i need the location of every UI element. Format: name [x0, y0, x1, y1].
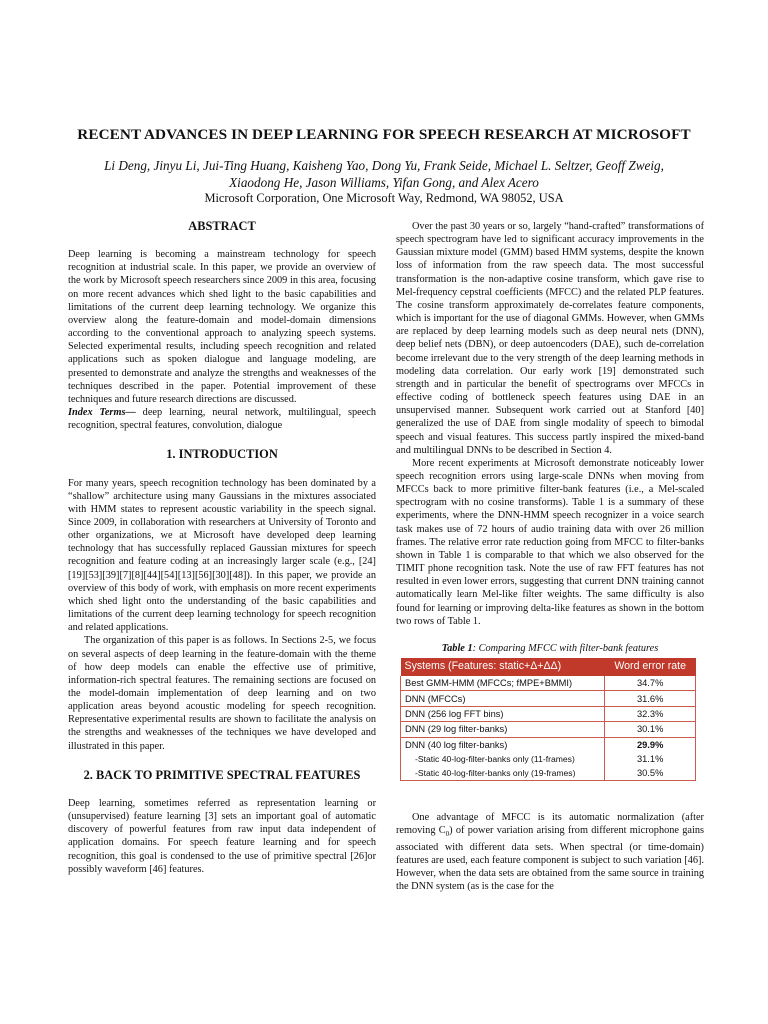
right-paragraph-3-part-b: ) of power variation arising from different microphone gains associated with different data sets. When spectral (or time-domain) features are used, each feature component is subject to such variation [46]. However, when the data sets are obtained from the same source in training the DNN system (as is the case for the: [396, 824, 704, 893]
intro-paragraph-1: For many years, speech recognition technology has been dominated by a “shallow” architecture using many Gaussians in the mixtures associated with HMM states to represent acoustic variability in the speech signal. Since 2009, in collaboration with researchers at University of Toronto and other organizations, we at Microsoft have developed deep learning technology that has successfully replaced Gaussian mixtures for speech recognition and feature coding at an increasingly larger scale (e.g., [24][19][53][39][7][8][44][54][13][56][30][48]). In this paper, we provide an overview of this body of work, with emphasis on more recent experiments which shed light onto the understanding of the basic capabilities and limitations of the current deep learning technology for speech recognition and related applications.: [68, 477, 376, 634]
table-1-label: Table 1: [441, 642, 473, 654]
section-2-heading: 2. BACK TO PRIMITIVE SPECTRAL FEATURES: [83, 767, 361, 782]
left-column: [68, 220, 376, 876]
table-row: [401, 722, 696, 737]
table-row: [401, 737, 696, 752]
index-terms: [68, 406, 376, 432]
abstract-heading: ABSTRACT: [188, 219, 256, 233]
table-1: [400, 658, 696, 781]
right-paragraph-3: [396, 811, 704, 894]
wer-cell: 34.7%: [605, 676, 696, 691]
wer-cell: 30.5%: [605, 766, 696, 781]
wer-cell: 30.1%: [605, 722, 696, 737]
section-2-paragraph-1: Deep learning, sometimes referred as representation learning or (unsupervised) feature learning [3] sets an important goal of automatic discovery of powerful features from raw input data independent of application domains. For speech feature learning and for speech recognition, this goal is condensed to the use of primitive spectral [26]or possibly waveform [46] features.: [68, 797, 376, 875]
right-paragraph-1: Over the past 30 years or so, largely “hand-crafted” transformations of speech spectrogram have led to significant accuracy improvements in the Gaussian mixture model (GMM) based HMM systems, despite the known loss of information from the raw speech data. The most successful transformation is the non-adaptive cosine transform, which gave rise to Mel-frequency cepstral coefficients (MFCC) and the related PLP features. The cosine transform approximately de-correlates feature components, which is important for the use of diagonal GMMs. However, when GMMs are replaced by deep learning models such as deep neural nets (DNN), deep belief nets (DBN), or deep autoencoders (DAE), such de-correlation become irrelevant due to the very strength of the deep learning methods in modeling data correlation. Our early work [19] demonstrated such strength and in particular the benefit of spectrograms over MFCCs in effective coding of bottleneck speech features using DAE in an unsupervised manner. Subsequent work carried out at Stanford [40] generalized the use of DAE from single modality of speech to bimodal speech and visual features. This success partly inspired the mixed-band and multilingual DNNs to be described in Section 4.: [396, 221, 704, 456]
intro-paragraph-2: The organization of this paper is as follows. In Sections 2-5, we focus on several aspects of deep learning in the feature-domain with the theme of how deep models can enable the effective use of primitive, information-rich spectral features. The remaining sections are focused on the model-domain implementation of deep learning and on two application areas beyond acoustic modeling for speech recognition. Representative experimental results are shown to facilitate the analysis on the strengths and weaknesses of the techniques we have developed and illustrated in this paper.: [68, 635, 376, 752]
system-cell: DNN (40 log filter-banks): [401, 737, 605, 752]
index-terms-label: Index Terms—: [68, 407, 136, 419]
system-cell: DNN (256 log FFT bins): [401, 706, 605, 721]
table-row: [401, 752, 696, 766]
wer-cell: 31.1%: [605, 752, 696, 766]
table-row: [401, 691, 696, 706]
affiliation: Microsoft Corporation, One Microsoft Way, Redmond, WA 98052, USA: [204, 191, 564, 205]
right-paragraph-2: More recent experiments at Microsoft demonstrate noticeably lower speech recognition errors using large-scale DNNs when moving from MFCCs back to more primitive filter-bank features (i.e., a Mel-scaled spectrogram with no cosine transforms). Table 1 is a summary of these experiments, where the DNN-HMM speech recognizer in a voice search task makes use of 72 hours of audio training data with over 26 million frames. The relative error rate reduction going from MFCC to filter-banks shown in Table 1 is comparable to that which we also observed for the TIMIT phone recognition task. Note the use of raw FFT features has not resulted in even lower errors, suggesting that current DNN training cannot automatically learn Mel-like filter weights. The same difficulty is also found for learning or improving delta-like features as shown in the bottom two rows of Table 1.: [396, 457, 704, 627]
right-column: [396, 220, 704, 894]
system-cell: -Static 40-log-filter-banks only (11-frames): [401, 752, 605, 766]
table-header-row: [401, 658, 696, 676]
system-cell: DNN (MFCCs): [401, 691, 605, 706]
header-systems: Systems (Features: static+Δ+ΔΔ): [401, 658, 605, 676]
abstract-text: Deep learning is becoming a mainstream technology for speech recognition at industrial scale. In this paper, we provide an overview of the work by Microsoft speech researchers since 2009 in this area, focusing on more recent advances which shed light to the basic capabilities and limitations of the current deep learning technology. We organize this overview along the feature-domain and model-domain dimensions according to the conventional approach to analyzing speech systems. Selected experimental results, including speech recognition and related applications such as spoken dialogue and language modeling, are presented to demonstrate and analyze the strengths and weaknesses of the techniques described in the paper. Potential improvement of these techniques and future research directions are discussed.: [68, 249, 376, 405]
system-cell: DNN (29 log filter-banks): [401, 722, 605, 737]
table-row: [401, 676, 696, 691]
index-terms-list: deep learning, neural network, multilingual, speech recognition, spectral features, convolution, dialogue: [68, 407, 376, 432]
wer-cell: 32.3%: [605, 706, 696, 721]
wer-cell: 31.6%: [605, 691, 696, 706]
introduction-heading: 1. INTRODUCTION: [166, 447, 278, 462]
table-1-caption: [396, 642, 704, 655]
author-list: [90, 157, 678, 191]
header-word-error-rate: Word error rate: [605, 658, 696, 676]
c0-subscript: 0: [445, 829, 450, 838]
wer-cell: 29.9%: [605, 737, 696, 752]
table-1-caption-text: : Comparing MFCC with filter-bank features: [472, 642, 659, 654]
table-row: [401, 766, 696, 781]
table-row: [401, 706, 696, 721]
system-cell: Best GMM-HMM (MFCCs; fMPE+BMMI): [401, 676, 605, 691]
authors-line-2: Xiaodong He, Jason Williams, Yifan Gong, and Alex Acero: [229, 175, 539, 190]
paper-title: RECENT ADVANCES IN DEEP LEARNING FOR SPEECH RESEARCH AT MICROSOFT: [77, 126, 691, 143]
authors-line-1: Li Deng, Jinyu Li, Jui-Ting Huang, Kaisheng Yao, Dong Yu, Frank Seide, Michael L. Seltzer, Geoff Zweig,: [104, 158, 664, 173]
system-cell: -Static 40-log-filter-banks only (19-frames): [401, 766, 605, 781]
right-paragraph-3-part-a: One advantage of MFCC is its automatic normalization (after removing C: [396, 811, 704, 836]
